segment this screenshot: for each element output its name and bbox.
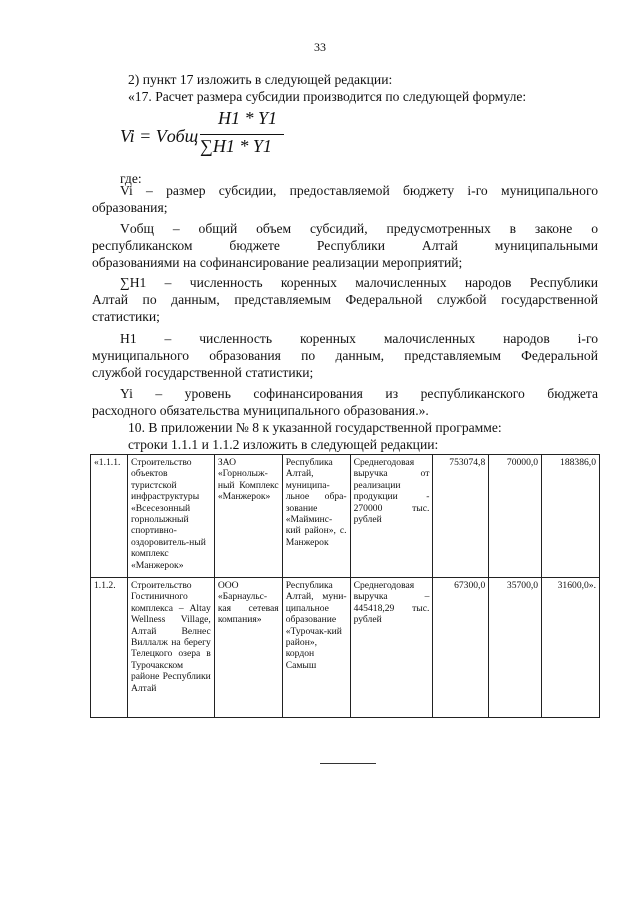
table-row bbox=[91, 455, 600, 578]
program-table bbox=[90, 454, 600, 718]
definition-sumh-line2: Алтай по данным, представляемым Федеральной службой государственной bbox=[92, 292, 598, 307]
row-number: «1.1.1. bbox=[91, 455, 128, 578]
location: Республика Алтай, муниципа-льное обра-зование «Майминс-кий район», с. Манжерок bbox=[282, 455, 350, 578]
organization: ООО «Барнаульс-кая сетевая компания» bbox=[214, 578, 282, 718]
project-name: Строительство Гостиничного комплекса – Altay Wellness Village, Алтай Велнес Виллалж на берегу Телецкого озера в Турочакском районе Республики Алтай bbox=[127, 578, 214, 718]
formula-numerator: H1 * Y1 bbox=[218, 108, 278, 128]
definition-vi-line1: Vi – размер субсидии, предоставляемой бюджету i-го муниципального bbox=[120, 183, 598, 198]
definition-yi-line2: расходного обязательства муниципального образования.». bbox=[92, 403, 429, 418]
definition-vtotal-line3: образованиями на софинансирование реализации мероприятий; bbox=[92, 255, 463, 270]
closing-divider bbox=[320, 763, 376, 764]
value-2: 35700,0 bbox=[489, 578, 542, 718]
paragraph-point-10: 10. В приложении № 8 к указанной государственной программе: bbox=[128, 420, 502, 435]
value-1: 753074,8 bbox=[433, 455, 489, 578]
value-2: 70000,0 bbox=[489, 455, 542, 578]
indicator: Среднегодовая выручка – 445418,29 тыс. рублей bbox=[350, 578, 433, 718]
page-number: 33 bbox=[314, 40, 326, 54]
value-1: 67300,0 bbox=[433, 578, 489, 718]
project-name: Строительство объектов туристской инфраструктуры «Всесезонный горнолыжный спортивно-оздоровитель-ный комплекс «Манжерок» bbox=[127, 455, 214, 578]
subsidy-formula bbox=[120, 108, 290, 166]
formula-lhs: Vi = Vобщ bbox=[120, 126, 199, 146]
definition-vi-line2: образования; bbox=[92, 200, 168, 215]
definition-h1-line1: H1 – численность коренных малочисленных народов i-го bbox=[120, 331, 598, 346]
definition-yi-line1: Yi – уровень софинансирования из республиканского бюджета bbox=[120, 386, 598, 401]
location: Республика Алтай, муни-ципальное образование «Турочак-кий район», кордон Самыш bbox=[282, 578, 350, 718]
definition-vtotal-line2: республиканском бюджете Республики Алтай муниципальными bbox=[92, 238, 598, 253]
paragraph-point-2: 2) пункт 17 изложить в следующей редакции: bbox=[128, 72, 393, 87]
formula-denominator: ∑H1 * Y1 bbox=[200, 136, 272, 156]
row-number: 1.1.2. bbox=[91, 578, 128, 718]
definition-h1-line3: службой государственной статистики; bbox=[92, 365, 314, 380]
definition-h1-line2: муниципального образования по данным, представляемым Федеральной bbox=[92, 348, 598, 363]
table-row bbox=[91, 578, 600, 718]
where-label: где: bbox=[120, 171, 142, 186]
definition-sumh-line1: ∑H1 – численность коренных малочисленных народов Республики bbox=[120, 275, 598, 290]
paragraph-point-17: «17. Расчет размера субсидии производится по следующей формуле: bbox=[128, 89, 527, 104]
paragraph-rows-instruction: строки 1.1.1 и 1.1.2 изложить в следующей редакции: bbox=[128, 437, 439, 452]
organization: ЗАО «Горнолыж-ный Комплекс «Манжерок» bbox=[214, 455, 282, 578]
indicator: Среднегодовая выручка от реализации продукции - 270000 тыс. рублей bbox=[350, 455, 433, 578]
definition-sumh-line3: статистики; bbox=[92, 309, 160, 324]
definition-vtotal-line1: Vобщ – общий объем субсидий, предусмотренных в законе о bbox=[120, 221, 598, 236]
value-3: 188386,0 bbox=[542, 455, 600, 578]
fraction-bar bbox=[200, 134, 284, 135]
value-3: 31600,0». bbox=[542, 578, 600, 718]
